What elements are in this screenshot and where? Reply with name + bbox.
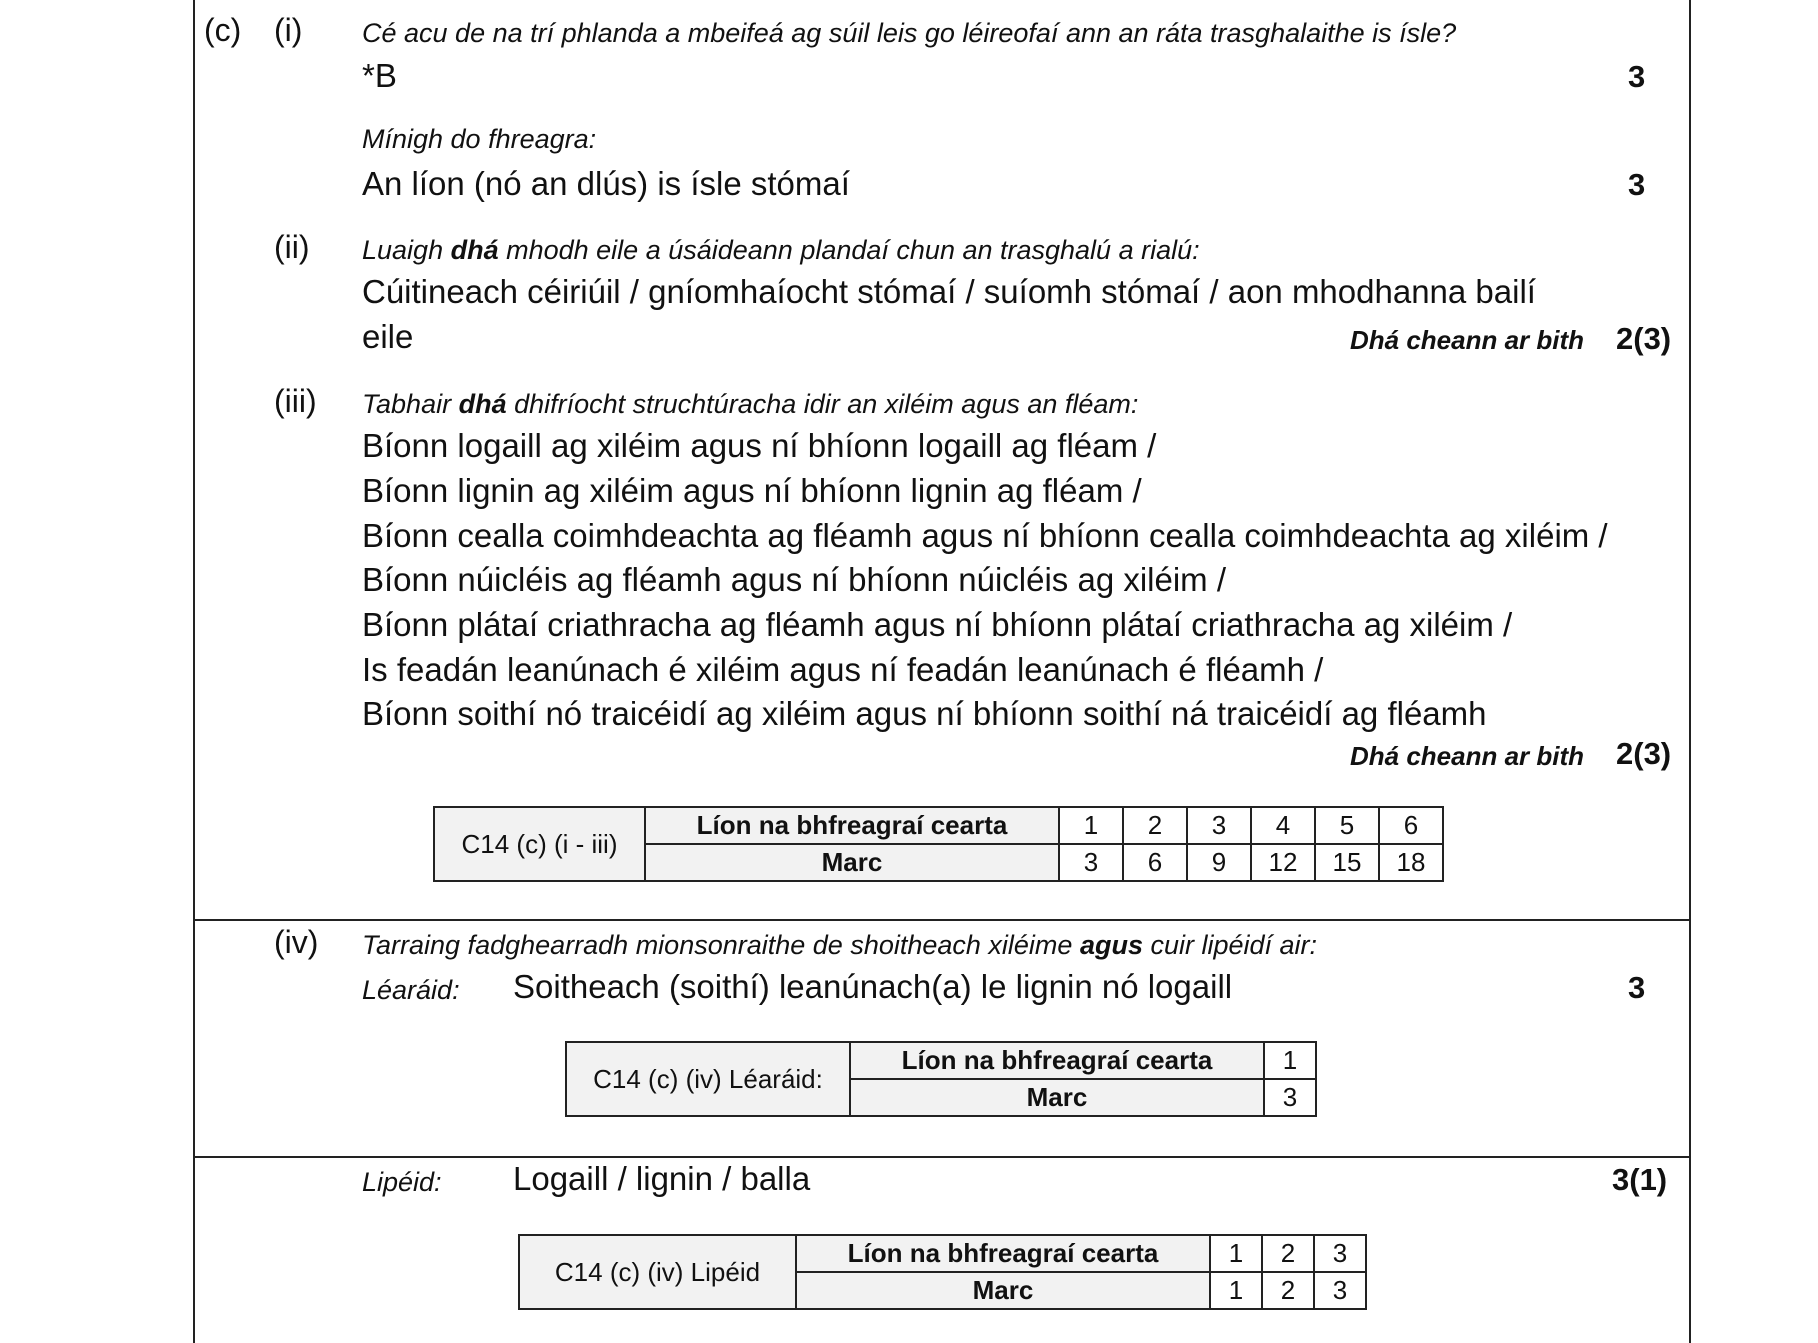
answer-i: *B [362,57,397,94]
subpart-label-i: (i) [274,12,303,48]
table-cell: 5 [1315,807,1379,844]
table-cell: 4 [1251,807,1315,844]
table-row-label: Marc [796,1272,1210,1309]
table-cell: 6 [1379,807,1443,844]
table-cell: 9 [1187,844,1251,881]
subpart-label-ii: (ii) [274,229,310,265]
mark-i: 3 [1628,59,1646,94]
table-cell: 2 [1123,807,1187,844]
table-cell: 2 [1262,1272,1314,1309]
marks-table-i-iii [433,806,1444,882]
table-cell: 1 [1210,1272,1262,1309]
subpart-label-iii: (iii) [274,383,317,419]
mark-ii: 2(3) [1616,321,1672,356]
table-name: C14 (c) (iv) Léaráid: [566,1042,850,1116]
table-cell: 18 [1379,844,1443,881]
table-cell: 12 [1251,844,1315,881]
subpart-label-iv: (iv) [274,924,319,960]
table-cell: 1 [1059,807,1123,844]
section-divider [193,919,1691,921]
table-row-label: Marc [850,1079,1264,1116]
diagram-label: Léaráid: [362,975,460,1005]
table-cell: 6 [1123,844,1187,881]
answer-iii-item: Bíonn lignin ag xiléim agus ní bhíonn lignin ag fléam / [362,472,1142,509]
mark-iii: 2(3) [1616,736,1672,771]
answer-iii-item: Bíonn cealla coimhdeachta ag fléamh agus ní bhíonn cealla coimhdeachta ag xiléim / [362,517,1608,554]
explain-mark: 3 [1628,167,1646,202]
table-row-label: Marc [645,844,1059,881]
table-cell: 3 [1264,1079,1316,1116]
table-name: C14 (c) (iv) Lipéid [519,1235,796,1309]
part-label: (c) [204,12,242,48]
table-cell: 3 [1314,1272,1366,1309]
answer-iii-item: Bíonn soithí nó traicéidí ag xiléim agus ní bhíonn soithí ná traicéidí ag fléamh [362,695,1487,732]
explain-answer: An líon (nó an dlús) is ísle stómaí [362,165,850,202]
table-cell: 1 [1210,1235,1262,1272]
answer-ii-line1: Cúitineach céiriúil / gníomhaíocht stómaí / suíomh stómaí / aon mhodhanna bailí [362,273,1536,310]
section-divider [193,1156,1691,1158]
marks-table-diagram [565,1041,1317,1117]
table-name: C14 (c) (i - iii) [434,807,645,881]
question-iii: Tabhair dhá dhifríocht struchtúracha idir an xiléim agus an fléam: [362,389,1139,419]
table-cell: 3 [1314,1235,1366,1272]
table-cell: 2 [1262,1235,1314,1272]
table-cell: 15 [1315,844,1379,881]
answer-ii-line2: eile [362,318,414,355]
table-cell: 3 [1059,844,1123,881]
table-row-label: Líon na bhfreagraí cearta [645,807,1059,844]
explain-prompt: Mínigh do fhreagra: [362,124,597,154]
any-two-note-iii: Dhá cheann ar bith [1350,741,1585,771]
answer-iii-item: Bíonn núicléis ag fléamh agus ní bhíonn núicléis ag xiléim / [362,561,1227,598]
diagram-answer: Soitheach (soithí) leanúnach(a) le lignin nó logaill [513,968,1233,1005]
label-answer: Logaill / lignin / balla [513,1160,811,1197]
marks-table-labels [518,1234,1367,1310]
table-row-label: Líon na bhfreagraí cearta [850,1042,1264,1079]
question-i: Cé acu de na trí phlanda a mbeifeá ag súil leis go léireofaí ann an ráta trasghalaithe is ísle? [362,18,1457,48]
table-row-label: Líon na bhfreagraí cearta [796,1235,1210,1272]
answer-iii-item: Bíonn plátaí criathracha ag fléamh agus ní bhíonn plátaí criathracha ag xiléim / [362,606,1513,643]
answer-iii-item: Is feadán leanúnach é xiléim agus ní feadán leanúnach é fléamh / [362,651,1324,688]
question-iv: Tarraing fadghearradh mionsonraithe de shoitheach xiléime agus cuir lipéidí air: [362,930,1318,960]
answer-iii-item: Bíonn logaill ag xiléim agus ní bhíonn logaill ag fléam / [362,427,1157,464]
question-ii: Luaigh dhá mhodh eile a úsáideann plandaí chun an trasghalú a rialú: [362,235,1200,265]
any-two-note-ii: Dhá cheann ar bith [1350,325,1585,355]
table-cell: 3 [1187,807,1251,844]
label-mark: 3(1) [1612,1162,1668,1197]
table-cell: 1 [1264,1042,1316,1079]
label-label: Lipéid: [362,1167,442,1197]
diagram-mark: 3 [1628,970,1646,1005]
